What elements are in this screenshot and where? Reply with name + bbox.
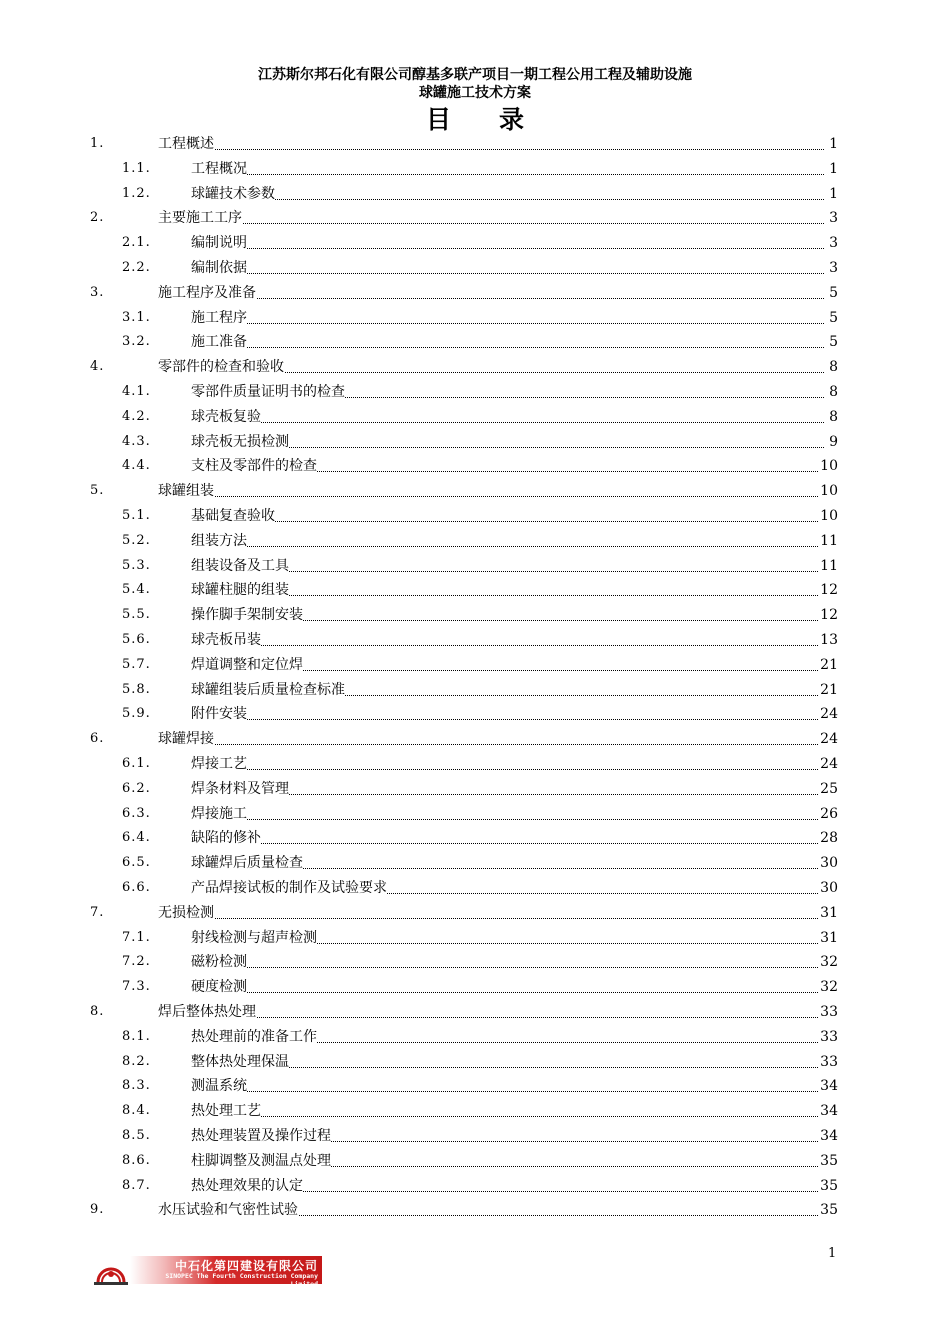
toc-entry-label: 支柱及零部件的检查 — [191, 458, 317, 475]
toc-leader-dots — [191, 323, 824, 324]
toc-entry-label: 主要施工工序 — [158, 210, 242, 227]
toc-entry-label: 测温系统 — [191, 1078, 247, 1095]
toc-entry-number: 7.3. — [122, 979, 151, 995]
toc-entry-page: 8 — [829, 359, 838, 376]
toc-entry[interactable] — [90, 1125, 838, 1147]
toc-entry[interactable] — [90, 679, 838, 701]
toc-entry-number: 5.4. — [122, 582, 151, 598]
toc-entry-page: 8 — [829, 384, 838, 400]
toc-entry-page: 32 — [820, 954, 838, 971]
toc-entry-number: 5.1. — [122, 508, 151, 523]
toc-leader-dots — [158, 918, 824, 919]
toc-entry[interactable] — [90, 1175, 838, 1197]
toc-leader-dots — [191, 546, 824, 547]
toc-entry-number: 2.1. — [122, 235, 151, 251]
toc-entry-label: 整体热处理保温 — [191, 1053, 289, 1070]
toc-entry-number: 5.2. — [122, 532, 151, 548]
toc-entry[interactable] — [90, 406, 838, 428]
toc-entry-label: 球罐焊接 — [158, 731, 214, 748]
toc-entry-page: 28 — [820, 830, 838, 847]
toc-entry-label: 硬度检测 — [191, 979, 247, 996]
toc-entry[interactable] — [90, 1075, 838, 1097]
toc-leader-dots — [191, 1116, 824, 1117]
toc-entry-number: 6. — [90, 731, 105, 747]
toc-entry-number: 7.1. — [122, 929, 151, 945]
toc-entry-page: 26 — [820, 805, 838, 822]
toc-entry[interactable] — [90, 927, 838, 949]
toc-entry-label: 零部件质量证明书的检查 — [191, 384, 345, 400]
toc-entry-page: 5 — [829, 284, 838, 301]
toc-entry-label: 焊接工艺 — [191, 756, 247, 772]
toc-entry-label: 热处理效果的认定 — [191, 1177, 303, 1194]
company-footer-logo — [92, 1254, 324, 1286]
toc-entry-label: 球壳板复验 — [191, 408, 261, 425]
toc-entry-page: 11 — [820, 557, 838, 574]
toc-entry[interactable] — [90, 1199, 838, 1221]
toc-entry-label: 编制说明 — [191, 235, 247, 252]
toc-entry-label: 球罐组装 — [158, 483, 214, 500]
toc-leader-dots — [191, 422, 824, 423]
toc-entry-number: 8.2. — [122, 1053, 151, 1069]
toc-entry-page: 35 — [820, 1202, 838, 1219]
toc-leader-dots — [191, 248, 824, 249]
toc-entry-number: 4.2. — [122, 408, 151, 424]
toc-entry-label: 附件安装 — [191, 706, 247, 723]
toc-leader-dots — [191, 199, 824, 200]
toc-entry-label: 热处理工艺 — [191, 1103, 261, 1120]
toc-entry[interactable] — [90, 257, 838, 279]
toc-entry[interactable] — [90, 803, 838, 825]
toc-entry[interactable] — [90, 232, 838, 254]
toc-entry-page: 33 — [820, 1028, 838, 1045]
toc-entry[interactable] — [90, 877, 838, 899]
toc-entry-number: 7. — [90, 904, 105, 920]
toc-entry-number: 8. — [90, 1004, 105, 1019]
toc-entry-number: 5.6. — [122, 632, 151, 647]
toc-entry-label: 球罐焊后质量检查 — [191, 855, 303, 872]
toc-entry-number: 5.7. — [122, 656, 151, 672]
toc-entry[interactable] — [90, 654, 838, 676]
toc-leader-dots — [191, 347, 824, 348]
toc-entry[interactable] — [90, 579, 838, 601]
toc-entry-number: 6.5. — [122, 855, 151, 871]
toc-entry[interactable] — [90, 778, 838, 800]
toc-entry-number: 8.4. — [122, 1103, 151, 1119]
toc-entry-label: 施工程序及准备 — [158, 284, 256, 301]
toc-entry[interactable] — [90, 455, 838, 477]
toc-entry-page: 3 — [829, 210, 838, 227]
toc-entry-page: 31 — [820, 929, 838, 946]
toc-entry-number: 6.1. — [122, 756, 151, 771]
toc-entry-page: 33 — [820, 1053, 838, 1070]
toc-entry-label: 球罐柱腿的组装 — [191, 582, 289, 599]
toc-entry[interactable] — [90, 1026, 838, 1048]
toc-entry[interactable] — [90, 381, 838, 403]
toc-entry-number: 4. — [90, 359, 105, 375]
toc-entry[interactable] — [90, 1051, 838, 1073]
toc-entry-page: 12 — [820, 582, 838, 599]
plan-title: 球罐施工技术方案 — [419, 85, 531, 101]
toc-leader-dots — [191, 174, 824, 175]
sinopec-logo-icon — [92, 1254, 130, 1286]
page-number: 1 — [828, 1246, 837, 1261]
toc-entry-page: 25 — [820, 780, 838, 797]
toc-leader-dots — [191, 521, 824, 522]
toc-leader-dots — [191, 645, 824, 646]
toc-entry-label: 球罐技术参数 — [191, 185, 275, 202]
toc-leader-dots — [158, 298, 824, 299]
toc-entry-page: 35 — [820, 1152, 838, 1169]
toc-entry-page: 24 — [820, 706, 838, 723]
toc-entry-number: 8.3. — [122, 1078, 151, 1094]
toc-entry-number: 3.1. — [122, 309, 151, 325]
toc-leader-dots — [158, 149, 824, 150]
toc-entry-label: 产品焊接试板的制作及试验要求 — [191, 880, 387, 896]
toc-entry[interactable] — [90, 555, 838, 577]
toc-entry-label: 施工程序 — [191, 309, 247, 326]
toc-entry[interactable] — [90, 1100, 838, 1122]
toc-leader-dots — [158, 223, 824, 224]
toc-entry-label: 焊后整体热处理 — [158, 1004, 256, 1020]
toc-entry-page: 30 — [820, 855, 838, 872]
toc-entry-page: 8 — [829, 408, 838, 425]
toc-entry-page: 3 — [829, 260, 838, 276]
toc-entry-page: 1 — [829, 136, 838, 152]
toc-leader-dots — [158, 1017, 824, 1018]
toc-entry-page: 34 — [820, 1128, 838, 1144]
toc-entry[interactable] — [90, 480, 838, 502]
toc-entry-label: 工程概述 — [158, 136, 214, 152]
toc-entry-number: 6.6. — [122, 880, 151, 895]
toc-entry-number: 8.5. — [122, 1128, 151, 1143]
toc-entry-number: 1. — [90, 136, 105, 151]
toc-entry-number: 8.7. — [122, 1177, 151, 1193]
toc-entry-number: 7.2. — [122, 954, 151, 970]
toc-entry[interactable] — [90, 852, 838, 874]
toc-entry-page: 34 — [820, 1078, 838, 1095]
toc-heading: 目录 — [425, 105, 572, 134]
toc-entry-page: 21 — [820, 656, 838, 673]
toc-entry[interactable] — [90, 753, 838, 775]
toc-entry-number: 2. — [90, 210, 105, 226]
toc-entry-label: 射线检测与超声检测 — [191, 929, 317, 946]
toc-entry-number: 6.3. — [122, 805, 151, 821]
toc-entry-label: 无损检测 — [158, 904, 214, 921]
toc-entry-page: 24 — [820, 756, 838, 772]
toc-entry[interactable] — [90, 505, 838, 527]
toc-leader-dots — [158, 744, 824, 745]
toc-entry-number: 4.3. — [122, 433, 151, 449]
toc-entry-label: 焊道调整和定位焊 — [191, 656, 303, 673]
toc-entry[interactable] — [90, 976, 838, 998]
toc-entry-number: 6.4. — [122, 830, 151, 846]
toc-entry-page: 5 — [829, 309, 838, 326]
toc-entry[interactable] — [90, 133, 838, 155]
toc-entry[interactable] — [90, 183, 838, 205]
company-name-en: SINOPEC The Fourth Construction Company Limited — [165, 1272, 318, 1288]
toc-entry-page: 21 — [820, 681, 838, 698]
toc-entry-label: 组装方法 — [191, 532, 247, 549]
toc-leader-dots — [191, 273, 824, 274]
toc-leader-dots — [191, 819, 824, 820]
toc-entry-label: 组装设备及工具 — [191, 557, 289, 574]
toc-entry-number: 8.6. — [122, 1152, 151, 1168]
toc-entry-page: 34 — [820, 1103, 838, 1120]
toc-entry-page: 35 — [820, 1177, 838, 1194]
toc-entry-page: 10 — [820, 483, 838, 500]
toc-leader-dots — [158, 496, 824, 497]
toc-entry-label: 焊接施工 — [191, 805, 247, 822]
toc-entry-number: 4.4. — [122, 458, 151, 474]
toc-entry[interactable] — [90, 604, 838, 626]
toc-entry-label: 基础复查验收 — [191, 508, 275, 524]
toc-entry-page: 13 — [820, 632, 838, 648]
toc-entry-label: 零部件的检查和验收 — [158, 359, 284, 376]
toc-leader-dots — [191, 843, 824, 844]
toc-entry-page: 24 — [820, 731, 838, 748]
toc-entry[interactable] — [90, 827, 838, 849]
toc-entry-page: 12 — [820, 607, 838, 624]
toc-entry-label: 球壳板吊装 — [191, 632, 261, 648]
toc-entry-label: 水压试验和气密性试验 — [158, 1202, 298, 1219]
toc-entry-page: 32 — [820, 979, 838, 996]
toc-entry-number: 5.8. — [122, 681, 151, 697]
toc-entry-label: 缺陷的修补 — [191, 830, 261, 847]
toc-leader-dots — [191, 769, 824, 770]
toc-entry-label: 施工准备 — [191, 334, 247, 351]
toc-entry-page: 1 — [829, 185, 838, 202]
toc-entry-number: 3. — [90, 284, 105, 300]
document-header — [0, 66, 950, 102]
toc-entry-number: 1.2. — [122, 185, 151, 201]
toc-entry-label: 球罐组装后质量检查标准 — [191, 681, 345, 698]
toc-entry[interactable] — [90, 951, 838, 973]
toc-entry[interactable] — [90, 1150, 838, 1172]
toc-entry-page: 30 — [820, 880, 838, 896]
toc-entry-page: 5 — [829, 334, 838, 351]
project-title: 江苏斯尔邦石化有限公司醇基多联产项目一期工程公用工程及辅助设施 — [258, 67, 692, 83]
toc-entry-label: 热处理装置及操作过程 — [191, 1128, 331, 1144]
toc-entry-page: 3 — [829, 235, 838, 252]
toc-entry-number: 5.9. — [122, 706, 151, 722]
toc-entry-label: 操作脚手架制安装 — [191, 607, 303, 624]
toc-entry[interactable] — [90, 902, 838, 924]
toc-entry-label: 柱脚调整及测温点处理 — [191, 1152, 331, 1169]
company-name-cn: 中石化第四建设有限公司 — [174, 1259, 318, 1273]
toc-entry-label: 球壳板无损检测 — [191, 433, 289, 450]
toc-entry-label: 热处理前的准备工作 — [191, 1028, 317, 1045]
toc-entry[interactable] — [90, 1001, 838, 1023]
toc-entry[interactable] — [90, 207, 838, 229]
toc-entry-number: 9. — [90, 1202, 105, 1218]
toc-entry-number: 5.3. — [122, 557, 151, 573]
toc-entry[interactable] — [90, 530, 838, 552]
toc-entry-number: 6.2. — [122, 780, 151, 796]
toc-entry-page: 33 — [820, 1004, 838, 1020]
toc-entry[interactable] — [90, 331, 838, 353]
toc-entry-page: 31 — [820, 904, 838, 921]
toc-entry-label: 磁粉检测 — [191, 954, 247, 971]
toc-leader-dots — [191, 992, 824, 993]
toc-entry-number: 5.5. — [122, 607, 151, 623]
toc-entry-label: 工程概况 — [191, 160, 247, 177]
toc-entry-page: 10 — [820, 458, 838, 475]
toc-entry[interactable] — [90, 282, 838, 304]
toc-entry-label: 焊条材料及管理 — [191, 780, 289, 797]
toc-leader-dots — [191, 967, 824, 968]
toc-leader-dots — [191, 719, 824, 720]
toc-entry[interactable] — [90, 629, 838, 651]
toc-entry[interactable] — [90, 356, 838, 378]
toc-entry[interactable] — [90, 431, 838, 453]
toc-entry-page: 9 — [829, 433, 838, 450]
toc-entry-number: 1.1. — [122, 160, 151, 176]
toc-entry-number: 4.1. — [122, 384, 151, 399]
toc-entry-number: 5. — [90, 483, 105, 499]
toc-entry-number: 2.2. — [122, 260, 151, 275]
toc-entry-number: 3.2. — [122, 334, 151, 350]
toc-entry-label: 编制依据 — [191, 260, 247, 276]
toc-entry-page: 11 — [820, 532, 838, 549]
toc-entry-number: 8.1. — [122, 1028, 151, 1044]
toc-entry-page: 10 — [820, 508, 838, 524]
toc-entry[interactable] — [90, 703, 838, 725]
toc-entry[interactable] — [90, 728, 838, 750]
toc-leader-dots — [191, 1091, 824, 1092]
toc-entry[interactable] — [90, 307, 838, 329]
toc-entry[interactable] — [90, 158, 838, 180]
toc-entry-page: 1 — [829, 160, 838, 177]
